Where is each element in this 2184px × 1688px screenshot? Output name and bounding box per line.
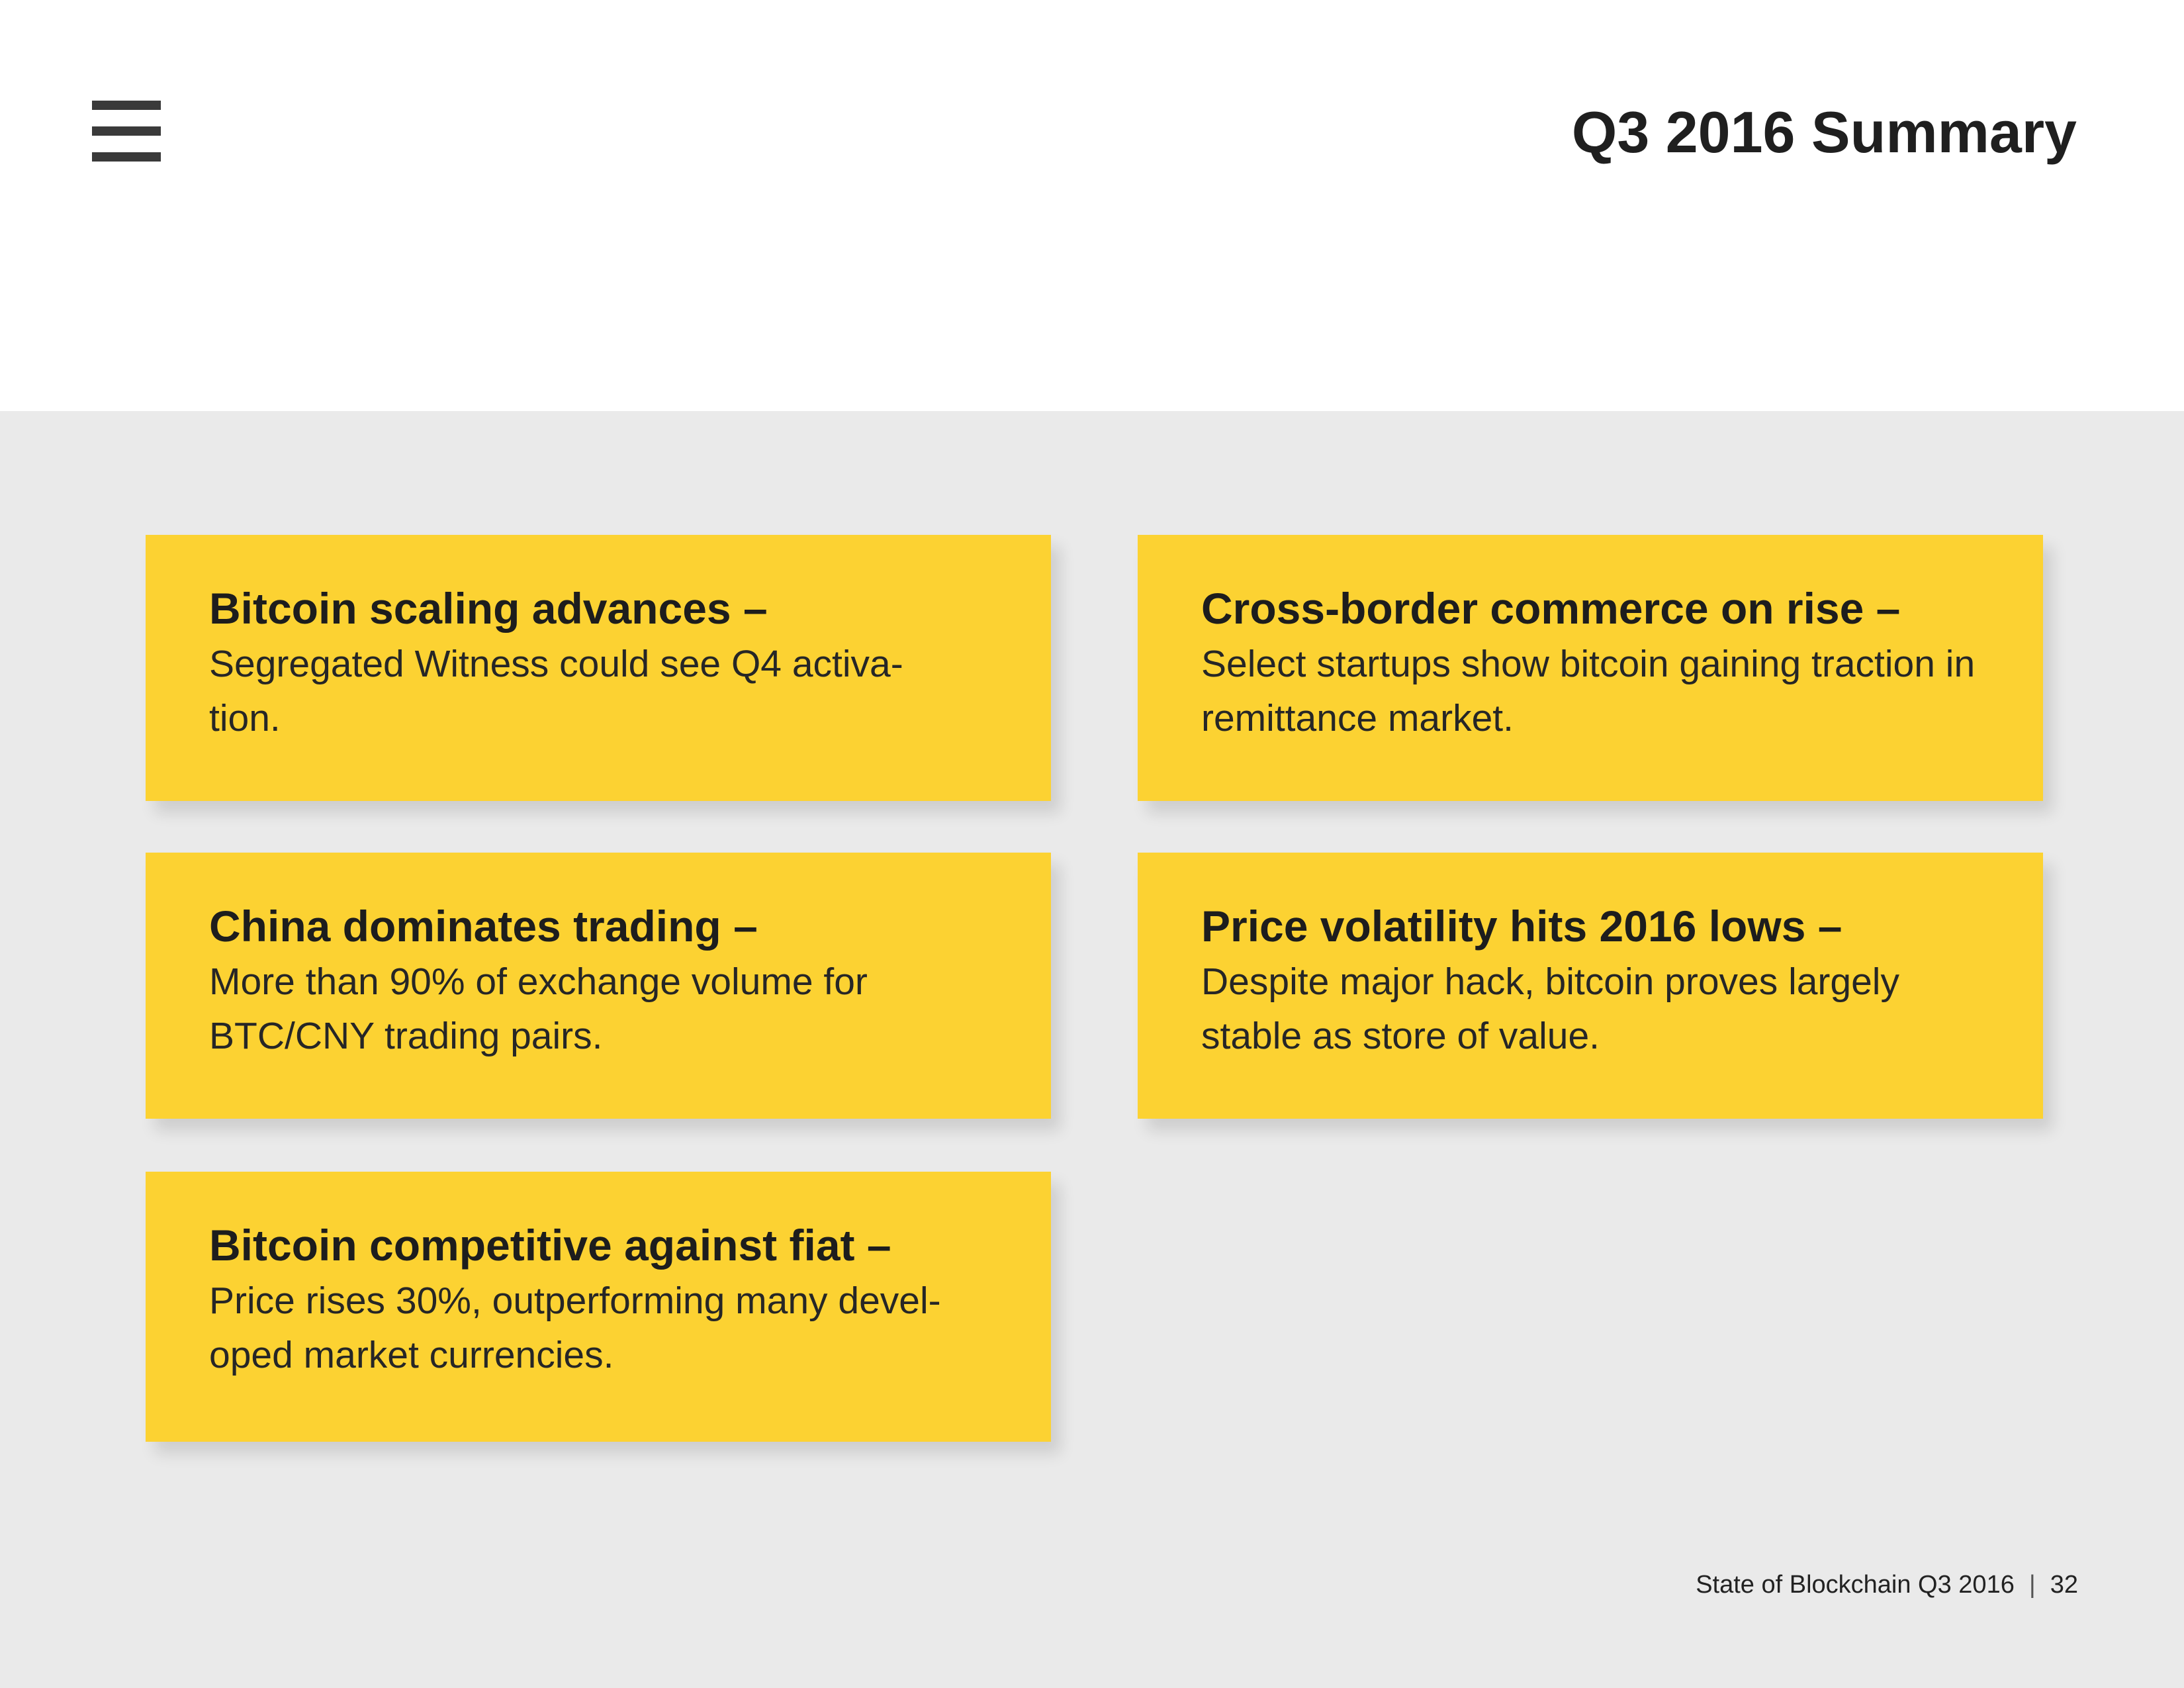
summary-card-price-volatility	[1138, 853, 2043, 1119]
card-text: Price rises 30%, outperforming many devel- oped market currencies.	[209, 1280, 941, 1376]
footer-separator: |	[2028, 1571, 2036, 1599]
summary-content	[0, 411, 2184, 1688]
menu-line-top	[92, 101, 161, 110]
menu-line-middle	[92, 126, 161, 136]
page-header	[0, 0, 2184, 411]
menu-line-bottom	[92, 152, 161, 162]
card-title: Cross-border commerce on rise –	[1201, 584, 1901, 633]
card-title: Bitcoin competitive against fiat –	[209, 1221, 891, 1270]
summary-card-bitcoin-scaling	[146, 535, 1051, 801]
hamburger-menu-icon[interactable]	[92, 101, 161, 162]
card-title: China dominates trading –	[209, 902, 758, 951]
summary-card-competitive-fiat	[146, 1172, 1051, 1442]
page-footer	[1696, 1570, 2078, 1599]
card-text: More than 90% of exchange volume for BTC/CNY trading pairs.	[209, 961, 868, 1057]
card-title: Bitcoin scaling advances –	[209, 584, 768, 633]
card-text: Segregated Witness could see Q4 activa- tion.	[209, 643, 903, 739]
page-title: Q3 2016 Summary	[1571, 99, 2077, 165]
card-text: Despite major hack, bitcoin proves largely stable as store of value.	[1201, 961, 1899, 1057]
card-text: Select startups show bitcoin gaining traction in remittance market.	[1201, 643, 1976, 739]
summary-card-china-trading	[146, 853, 1051, 1119]
footer-page-number: 32	[2050, 1571, 2078, 1599]
summary-card-cross-border-commerce	[1138, 535, 2043, 801]
card-title: Price volatility hits 2016 lows –	[1201, 902, 1843, 951]
footer-report-title: State of Blockchain Q3 2016	[1696, 1571, 2015, 1599]
